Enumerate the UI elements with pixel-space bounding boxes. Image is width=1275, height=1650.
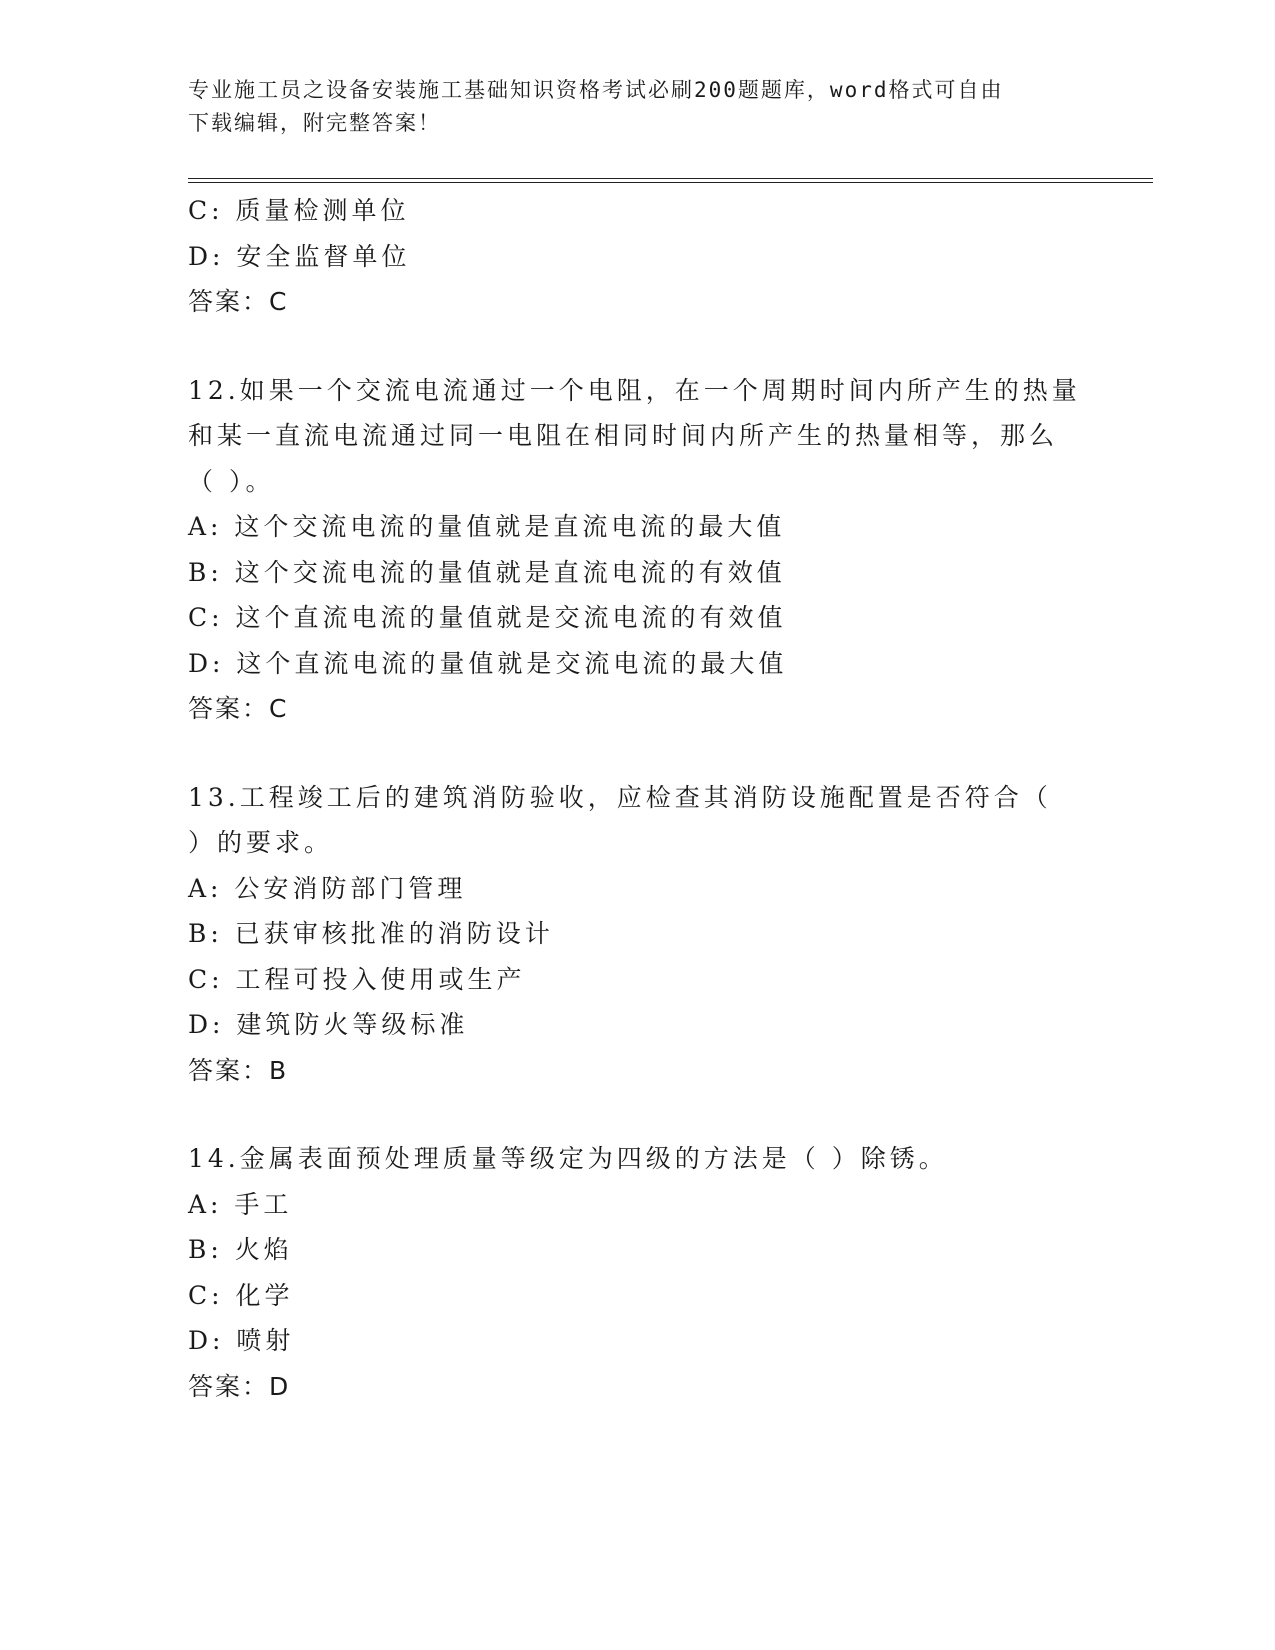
question-title-line: 12.如果一个交流电流通过一个电阻，在一个周期时间内所产生的热量	[188, 375, 1081, 405]
answer-line: 答案：D	[188, 1371, 291, 1401]
option-c: C: 质量检测单位	[188, 196, 410, 225]
question-title-line: 和某一直流电流通过同一电阻在相同时间内所产生的热量相等，那么	[188, 421, 1059, 450]
document-header	[188, 74, 1108, 140]
spacer	[188, 1093, 1148, 1136]
header-divider-bottom	[188, 182, 1153, 183]
option-a: A: 手工	[188, 1189, 293, 1219]
option-a: A: 这个交流电流的量值就是直流电流的最大值	[188, 512, 786, 541]
option-a: A: 公安消防部门管理	[188, 873, 467, 903]
question-12	[188, 368, 1148, 732]
question-title-line: （ ）。	[188, 466, 275, 496]
question-title-line: ）的要求。	[188, 828, 334, 857]
option-d: D: 安全监督单位	[188, 241, 411, 271]
option-c: C: 工程可投入使用或生产	[188, 964, 526, 994]
answer-line: 答案：C	[188, 287, 289, 316]
prev-question-tail	[188, 188, 1148, 325]
question-title-line: 13.工程竣工后的建筑消防验收，应检查其消防设施配置是否符合（	[188, 782, 1052, 812]
document-body	[188, 188, 1148, 1409]
option-c: C: 这个直流电流的量值就是交流电流的有效值	[188, 603, 787, 632]
option-d: D: 建筑防火等级标准	[188, 1010, 469, 1039]
option-b: B: 火焰	[188, 1235, 293, 1264]
option-c: C: 化学	[188, 1280, 294, 1310]
answer-line: 答案：B	[188, 1055, 289, 1085]
header-divider-top	[188, 178, 1153, 179]
option-d: D: 喷射	[188, 1326, 295, 1355]
question-14	[188, 1136, 1148, 1409]
option-d: D: 这个直流电流的量值就是交流电流的最大值	[188, 648, 788, 678]
option-b: B: 这个交流电流的量值就是直流电流的有效值	[188, 557, 786, 587]
question-13	[188, 775, 1148, 1094]
question-title-line: 14.金属表面预处理质量等级定为四级的方法是（ ）除锈。	[188, 1144, 948, 1173]
header-line-2: 下载编辑，附完整答案！	[188, 111, 441, 135]
answer-line: 答案：C	[188, 694, 289, 723]
option-b: B: 已获审核批准的消防设计	[188, 919, 554, 948]
spacer	[188, 732, 1148, 775]
spacer	[188, 325, 1148, 368]
header-line-1: 专业施工员之设备安装施工基础知识资格考试必刷200题题库，word格式可自由	[188, 78, 1004, 102]
